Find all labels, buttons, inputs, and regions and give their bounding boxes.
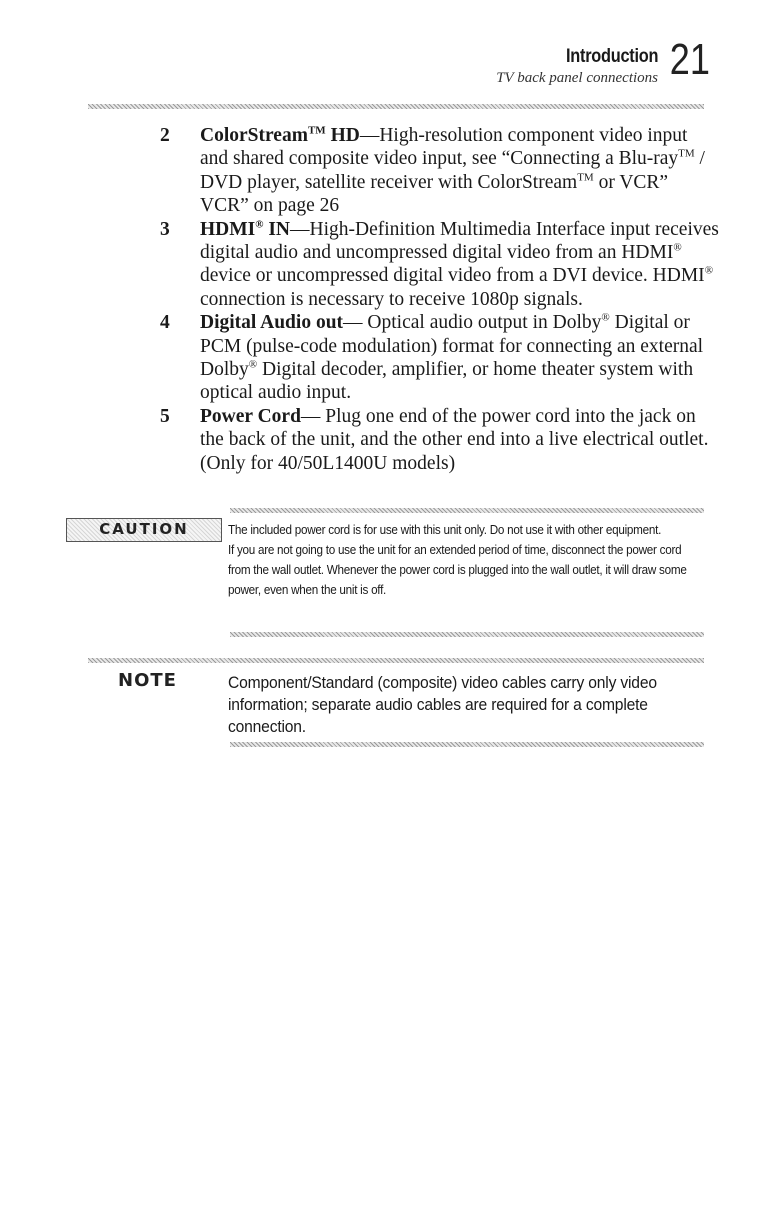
note-bottom-divider: [230, 742, 704, 747]
item-number: 2: [160, 125, 170, 146]
caution-top-divider: [230, 508, 704, 513]
item-term: Digital Audio out: [200, 312, 344, 334]
item-term: Power Cord: [200, 405, 301, 427]
item-term: ColorStream™ HD: [200, 124, 360, 146]
caution-paragraph: The included power cord is for use with this unit only. Do not use it with other equipment.: [228, 522, 662, 537]
item-list: [160, 124, 720, 475]
caution-text: [228, 520, 701, 600]
list-item: [160, 218, 720, 312]
caution-badge: CAUTION: [66, 518, 222, 542]
item-description: —High-resolution component video input and shared composite video input, see “Connecting a Blu-ray™ / DVD player, satellite receiver with ColorStream™ or VCR” VCR” on page 26: [200, 125, 705, 217]
item-description: — Plug one end of the power cord into the jack on the back of the unit, and the other end into a live electrical outlet.(Only for 40/50L1400U models): [200, 405, 709, 474]
section-title: Introduction: [565, 46, 658, 67]
list-item: [160, 124, 720, 218]
item-term: HDMI® IN: [200, 218, 291, 240]
item-number: 5: [160, 405, 170, 427]
item-description: — Optical audio output in Dolby® Digital or PCM (pulse-code modulation) format for connecting an external Dolby® Digital decoder, amplifier, or home theater system with optical audio input.: [200, 311, 704, 404]
item-number: 4: [160, 312, 170, 334]
caution-bottom-divider: [230, 632, 704, 637]
item-description: —High-Definition Multimedia Interface input receives digital audio and uncompressed digital video from an HDMI® device or uncompressed digital video from a DVI device. HDMI® connection is necessary to receive 1080p signals.: [200, 218, 719, 310]
list-item: [160, 311, 720, 405]
page-number: 21: [669, 35, 710, 84]
caution-paragraph: If you are not going to use the unit for an extended period of time, disconnect the power cord from the wall outlet. Whenever the power cord is plugged into the wall outlet, it will draw some power, even when the unit is off.: [228, 542, 687, 597]
item-number: 3: [160, 218, 170, 240]
list-item: [160, 405, 720, 475]
subsection-title: TV back panel connections: [496, 70, 658, 86]
note-text: Component/Standard (composite) video cables carry only video information; separate audio cables are required for a complete connection.: [228, 673, 657, 736]
note-top-divider: [88, 658, 704, 663]
note-badge: NOTE: [118, 670, 177, 691]
header-divider: [88, 104, 704, 109]
